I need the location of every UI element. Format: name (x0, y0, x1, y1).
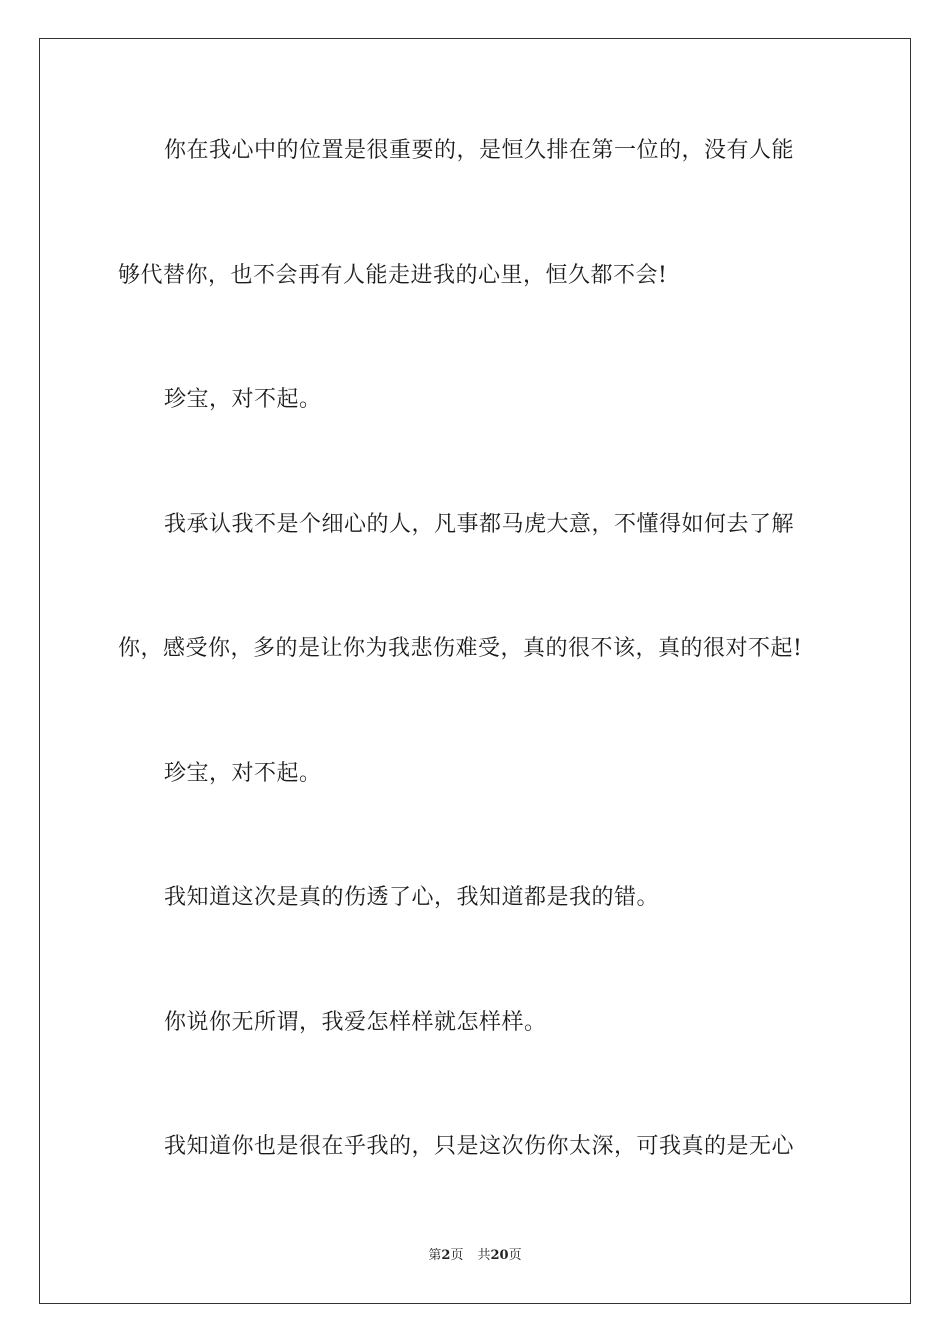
page-border (39, 38, 911, 1304)
page-current: 2 (441, 1248, 451, 1263)
total-suffix: 页 (508, 1248, 522, 1263)
paragraph-line: 够代替你，也不会再有人能走进我的心里，恒久都不会! (118, 263, 668, 288)
page-total: 20 (490, 1248, 509, 1263)
total-prefix: 共 (477, 1248, 491, 1263)
page-suffix: 页 (450, 1248, 464, 1263)
paragraph-line: 我知道你也是很在乎我的，只是这次伤你太深，可我真的是无心 (164, 1134, 795, 1159)
paragraph-line: 珍宝，对不起。 (164, 387, 322, 412)
paragraph-line: 你，感受你，多的是让你为我悲伤难受，真的很不该，真的很对不起! (118, 636, 803, 661)
page-footer (0, 1246, 950, 1266)
paragraph-line: 你说你无所谓，我爱怎样样就怎样样。 (164, 1010, 547, 1035)
paragraph-line: 我知道这次是真的伤透了心，我知道都是我的错。 (164, 885, 660, 910)
paragraph-line: 你在我心中的位置是很重要的，是恒久排在第一位的，没有人能 (164, 138, 795, 163)
paragraph-line: 珍宝，对不起。 (164, 761, 322, 786)
page-prefix: 第 (428, 1248, 442, 1263)
paragraph-line: 我承认我不是个细心的人，凡事都马虎大意，不懂得如何去了解 (164, 512, 795, 537)
